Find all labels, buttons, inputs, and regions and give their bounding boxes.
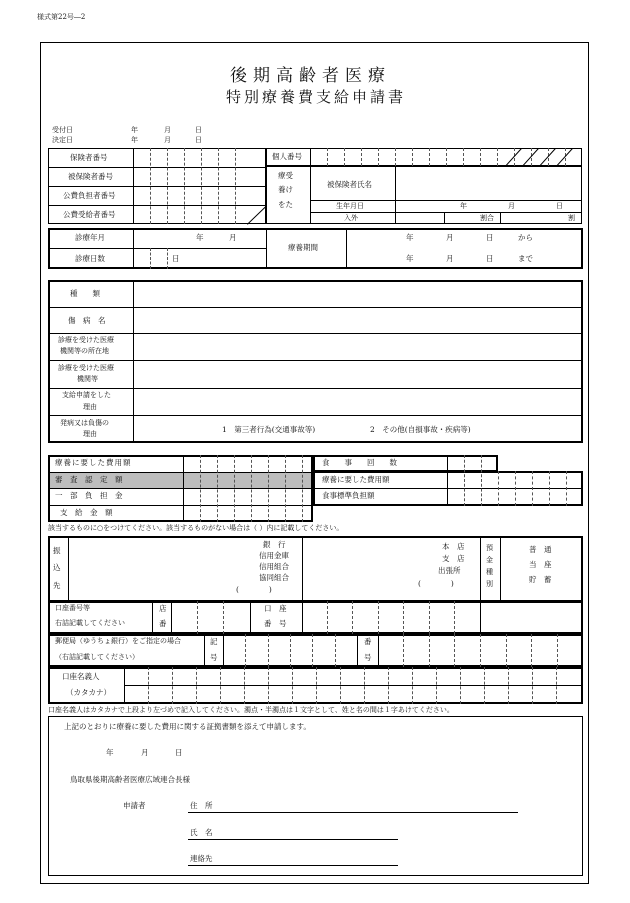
period-to-year: 年	[406, 254, 414, 263]
branch-option-shucho[interactable]: 出張所	[438, 566, 461, 575]
transfer-label-3: 先	[53, 581, 61, 590]
period-from-day: 日	[486, 233, 494, 242]
decided-date-label: 決定日	[52, 136, 73, 144]
transfer-label-2: 込	[53, 563, 61, 572]
address-label: 住 所	[190, 801, 213, 810]
declaration-year: 年	[106, 748, 114, 757]
kigo-label-1: 記	[210, 637, 218, 646]
reason-label-2: 理由	[83, 403, 97, 411]
deposit-type-label-2: 金	[486, 556, 493, 564]
bank-option-bank[interactable]: 銀 行	[263, 540, 286, 549]
period-from-month: 月	[446, 233, 454, 242]
treatment-days-label: 診療日数	[75, 254, 105, 263]
treatment-month-label: 診療年月	[75, 233, 105, 242]
insurer-no-label: 保険者番号	[70, 153, 108, 162]
post-label-1: 郵便局（ゆうちょ銀行）をご指定の場合	[55, 637, 181, 645]
instruction-note-1: 該当するものに○をつけてください。該当するものがない場合は（ ）内に記載してください。	[48, 524, 344, 532]
form-number: 様式第22号―2	[37, 13, 86, 21]
care-recipient-box	[266, 166, 582, 224]
institution-label-2: 機関等	[77, 375, 98, 383]
bank-option-other[interactable]: ( )	[236, 585, 272, 594]
title-line-2: 特別療養費支給申請書	[226, 88, 407, 106]
cause-label-1: 発病又は負傷の	[60, 419, 109, 427]
period-from-label: から	[518, 233, 533, 242]
bank-option-shinkin[interactable]: 信用金庫	[259, 551, 289, 560]
ratio-label: 割合	[480, 214, 494, 222]
location-label-2: 機関等の所在地	[60, 347, 109, 355]
branch-option-other[interactable]: ( )	[418, 579, 454, 588]
location-label-1: 診療を受けた医療	[58, 336, 114, 344]
bank-option-kyodo[interactable]: 協同組合	[259, 573, 289, 582]
contact-label: 連絡先	[190, 854, 213, 863]
insured-name-label: 被保険者氏名	[327, 180, 372, 189]
admission-label: 入外	[344, 214, 358, 222]
reason-label-1: 支給申請をした	[62, 391, 111, 399]
wari-label: 割	[568, 214, 575, 222]
period-to-month: 月	[446, 254, 454, 263]
public-payer-no-label: 公費負担者番号	[63, 191, 116, 200]
applicant-label: 申請者	[123, 801, 146, 810]
contact-line[interactable]	[188, 865, 398, 866]
declaration-box	[48, 716, 583, 876]
care-recipient-label-2: 養け	[278, 185, 293, 194]
period-to-label: まで	[518, 254, 533, 263]
kigo-label-2: 号	[210, 653, 218, 662]
account-label-2: 右詰記載してください	[55, 619, 125, 627]
period-to-day: 日	[486, 254, 494, 263]
instruction-note-2: 口座名義人はカタカナで上段より左づめで記入してください。濁点・半濁点は１文字として、姓と名の間は１字あけてください。	[48, 706, 454, 714]
cause-label-2: 理由	[83, 430, 97, 438]
account-row-box	[48, 601, 583, 634]
deposit-chochiku[interactable]: 貯 蓄	[529, 575, 552, 584]
decided-year: 年	[131, 136, 138, 144]
treatment-year: 年	[196, 233, 204, 242]
declaration-month: 月	[141, 748, 149, 757]
meal-count-label: 食 事 回 数	[322, 458, 397, 467]
post-label-2: （右詰記載してください）	[55, 653, 139, 661]
deposit-toza[interactable]: 当 座	[529, 560, 552, 569]
injury-label: 傷 病 名	[68, 316, 106, 325]
declaration-day: 日	[175, 748, 183, 757]
treatment-days-unit: 日	[172, 254, 180, 263]
branch-label-2: 番	[159, 619, 167, 628]
details-box	[48, 280, 583, 443]
holder-label-2: （カタカナ）	[66, 688, 111, 697]
care-recipient-label-1: 療受	[278, 171, 293, 180]
meal-cost-label: 療養に要した費用額	[322, 475, 390, 484]
birth-day: 日	[556, 202, 563, 210]
deposit-futsu[interactable]: 普 通	[529, 545, 552, 554]
branch-label-1: 店	[159, 604, 167, 613]
account-label-1: 口座番号等	[55, 604, 90, 612]
birth-date-label: 生年月日	[336, 202, 364, 210]
received-day: 日	[195, 126, 202, 134]
bango-label-2: 号	[364, 653, 372, 662]
cause-option-1[interactable]: 1 第三者行為(交通事故等)	[222, 425, 316, 434]
treatment-month: 月	[229, 233, 237, 242]
branch-option-shiten[interactable]: 支 店	[442, 554, 465, 563]
meal-standard-label: 食事標準負担額	[322, 491, 375, 500]
payment-amount-label: 支 給 金 額	[60, 508, 113, 517]
name-line[interactable]	[188, 839, 398, 840]
type-label: 種 類	[70, 289, 100, 298]
medical-cost-label: 療養に要した費用額	[55, 458, 132, 467]
treatment-period-label: 療養期間	[288, 243, 318, 252]
approved-amount-label: 審 査 認 定 額	[55, 475, 123, 484]
declaration-text: 上記のとおりに療養に要した費用に関する証拠書類を添えて申請します。	[64, 722, 311, 731]
deposit-type-label-3: 種	[486, 568, 493, 576]
title-line-1: 後期高齢者医療	[230, 66, 391, 86]
name-label: 氏 名	[190, 828, 213, 837]
bank-box	[48, 536, 583, 602]
copay-label: 一 部 負 担 金	[55, 491, 123, 500]
birth-year: 年	[460, 202, 467, 210]
account-no-label-1: 口 座	[264, 604, 287, 613]
public-recipient-no-label: 公費受給者番号	[63, 210, 116, 219]
care-recipient-label-3: をた	[278, 200, 293, 209]
addressee: 鳥取県後期高齢者医療広域連合長様	[70, 775, 190, 784]
holder-label-1: 口座名義人	[62, 672, 100, 681]
institution-label-1: 診療を受けた医療	[58, 364, 114, 372]
bango-label-1: 番	[364, 637, 372, 646]
decided-day: 日	[195, 136, 202, 144]
address-line[interactable]	[188, 812, 518, 813]
personal-no-label: 個人番号	[272, 152, 302, 161]
bank-option-shinkumi[interactable]: 信用組合	[259, 562, 289, 571]
period-from-year: 年	[406, 233, 414, 242]
decided-month: 月	[164, 136, 171, 144]
insured-no-label: 被保険者番号	[68, 172, 113, 181]
account-no-label-2: 番 号	[264, 619, 287, 628]
deposit-type-label-4: 別	[486, 580, 493, 588]
cause-option-2[interactable]: 2 その他(自損事故・疾病等)	[370, 425, 471, 434]
received-month: 月	[164, 126, 171, 134]
received-date-label: 受付日	[52, 126, 73, 134]
branch-option-honten[interactable]: 本 店	[442, 542, 465, 551]
transfer-label-1: 振	[53, 546, 61, 555]
received-year: 年	[131, 126, 138, 134]
deposit-type-label-1: 預	[486, 544, 493, 552]
birth-month: 月	[508, 202, 515, 210]
